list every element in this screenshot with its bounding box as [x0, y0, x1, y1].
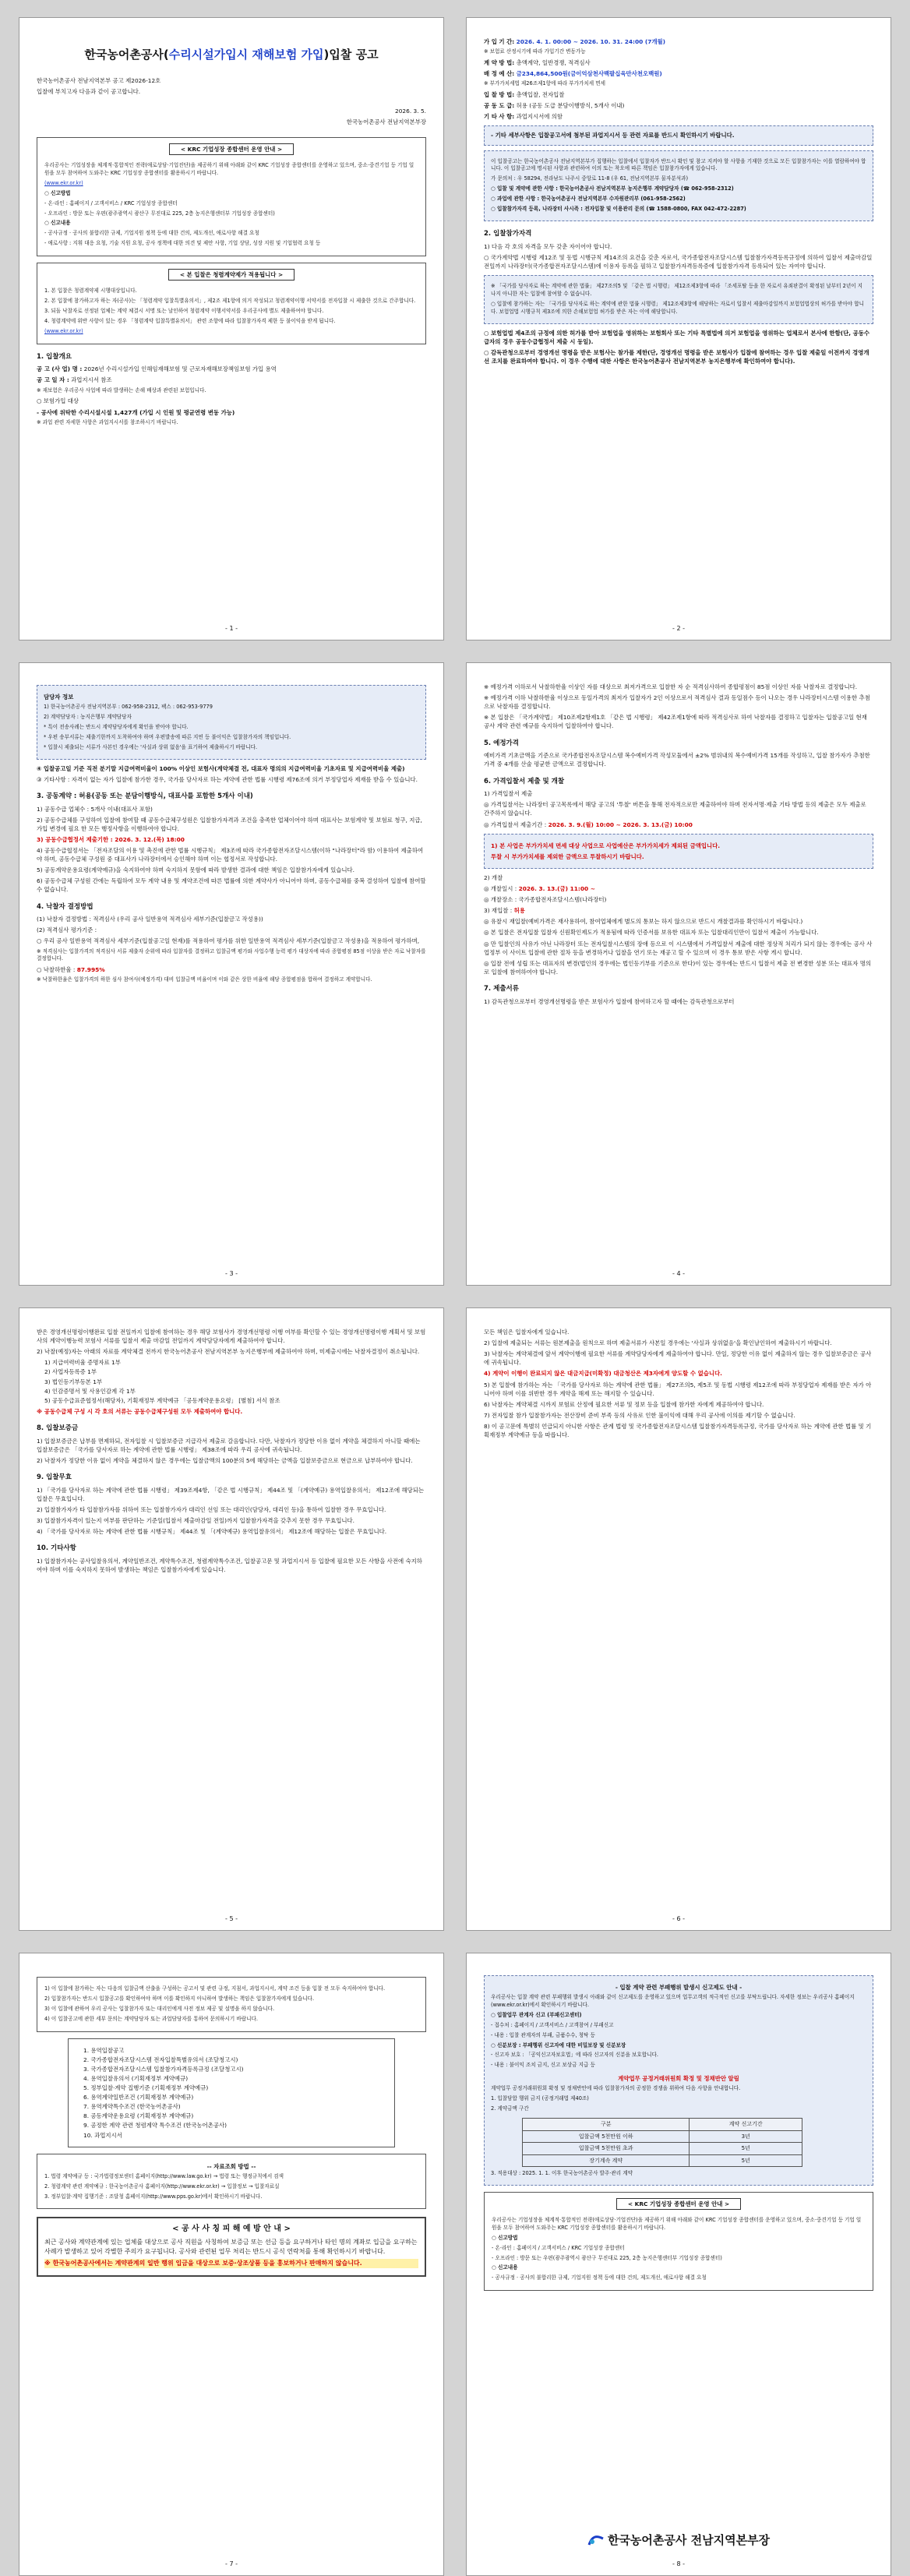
representative-change-note: ◎ 입찰 전에 성립 또는 대표자의 변경(법인의 경우에는 법인등기부를 기준으로 한다)이 있는 경우에는 반드시 입찰서 제출 전 변경한 성분 또는 대표자 명의로 입찰에 참여하여야 합니다. — [484, 959, 872, 976]
vat-notice — [484, 834, 873, 869]
section-9-heading: 9. 입찰무효 — [37, 1473, 72, 1482]
term-note: ※ 보험료 산정시기에 따라 가입기간 변동가능 — [484, 48, 586, 55]
clean-link[interactable]: (www.ekr.or.kr) — [44, 327, 83, 334]
other-3: 3) 낙찰자는 계약체결에 앞서 계약이행에 필요한 서류를 계약담당자에게 제출하여야 합니다. 만일, 정당한 이유 없이 제출하지 않는 경우 입찰보증금은 공사에 귀속됩니다. — [484, 1350, 872, 1367]
document-page-1 — [19, 17, 444, 640]
lower-limit-row: ○ 낙찰하한율 : 87.995% — [37, 966, 105, 974]
list-item: 5) 공동수급표준협정서(해당자), 기획재정부 계약예규 「공동계약운용요령」 [별첨] 서식 참조 — [44, 1396, 280, 1404]
document-page-7 — [19, 1953, 444, 2576]
krc-logo-icon — [587, 2534, 605, 2546]
contact-box — [484, 150, 873, 221]
table-row: 입찰금액 5천만원 초과 5년 — [523, 2143, 802, 2155]
table-header: 계약 신고기간 — [690, 2119, 802, 2131]
budget-row: 배 정 예 산: 금234,864,500원(금이억삼천사백팔십육만사천오백원) — [484, 70, 662, 78]
table-row: 입찰금액 5천만원 이하 3년 — [523, 2130, 802, 2143]
list-item: 5. 정부입찰·계약 집행기준 (기획재정부 계약예규) — [83, 2084, 209, 2091]
krc-online: - 온·라인 : 홈페이지 / 고객서비스 / KRC 기업성장 종합센터 — [492, 2244, 625, 2251]
krc-section-method: ○ 신고방법 — [44, 189, 71, 196]
corruption-report-box — [484, 1975, 873, 2186]
contact-info-1: 1) 한국농어촌공사 전남지역본부 : 062-958-2312, 팩스 : 062-953-9779 — [44, 704, 213, 711]
contact-info-5: * 입찰시 제출되는 서류가 사본인 경우에는 '사실과 상위 없음'을 표기하여 제출하시기 바랍니다. — [44, 743, 258, 750]
section-7-heading: 7. 제출서류 — [484, 985, 519, 993]
list-item: 4) 인감증명서 및 사용인감계 각 1부 — [44, 1387, 136, 1395]
joint-count: 1) 공동수급 업체수 : 5개사 이내(대표사 포함) — [37, 805, 153, 813]
attachment-list-box — [68, 2038, 395, 2147]
list-item: 7. 용역계약특수조건 (한국농어촌공사) — [83, 2103, 181, 2111]
contact-info-4: * 우편 송부서류는 제출기한까지 도착하여야 하며 우편발송에 따른 지연 등 불이익은 입찰참가자의 책임입니다. — [44, 733, 291, 740]
list-item: 9. 공정한 계약 관련 청렴계약 특수조건 (한국농어촌공사) — [83, 2122, 227, 2130]
qual-note-box — [484, 275, 873, 324]
bid-submit-text: ◎ 가격입찰서는 나라장터 공고목록에서 해당 공고의 '투찰' 버튼을 통해 전자적으로만 제출하여야 하며 전자서명·제출 기타 방법 등의 제출은 모두 제출로 간주하지 않습니다. — [484, 801, 866, 817]
impersonation-body: 최근 공사와 계약관계에 있는 업체를 대상으로 공사 직원을 사칭하여 보증금 또는 선금 등을 요구하거나 타인 명의 계좌로 입금을 요구하는 사례가 발생하고 있어 각별한 주의가 요구됩니다. 공사와 관련된 업무 처리는 반드시 공식 연락처를 통해 확인하시기 바랍니다. — [44, 2239, 418, 2256]
corruption-item-3: - 내용 : 입찰 관계자의 부패, 금품수수, 청탁 등 — [491, 2031, 595, 2038]
section-3-heading: 3. 공동계약 : 허용(공동 또는 분담이행방식, 대표사를 포함한 5개사 이내) — [37, 792, 253, 800]
award-note-1: ※ 예정가격 이하로서 낙찰하한율 이상인 자를 대상으로 최저가격으로 입찰한 자 순 적격심사하여 종합평점이 85점 이상인 자를 낙찰자로 결정합니다. — [484, 683, 858, 690]
list-item: 2) 사업자등록증 1부 — [44, 1368, 97, 1376]
list-item: 10. 과업지시서 — [83, 2131, 122, 2139]
caution-3: 3) 이 입찰에 관하여 우리 공사는 입찰참가자 또는 대리인에게 사전 정보 제공 및 설명을 하지 않습니다. — [44, 2005, 275, 2012]
document-page-4 — [466, 662, 891, 1286]
impersonation-title: < 공 사 사 칭 피 해 예 방 안 내 > — [172, 2225, 291, 2234]
intro-text: 입찰에 부치고자 다음과 같이 공고합니다. — [37, 87, 141, 95]
other-qualification: ③ 기타사항 : 자격이 없는 자가 입찰에 참가한 경우, 국가를 당사자로 하는 계약에 관한 법률 시행령 제76조에 의거 부정당업자 제재를 받을 수 있습니다. — [37, 775, 418, 783]
vat-notice-1: 1) 본 사업은 부가가치세 면세 대상 사업으로 사업예산은 부가가치세가 제외된 금액입니다. — [491, 842, 721, 849]
section-1-heading: 1. 입찰개요 — [37, 352, 72, 361]
document-page-2 — [466, 17, 891, 640]
qual-note-1: ※ 「국가를 당사자로 하는 계약에 관한 법률」 제27조의5 및 「같은 법 시행령」 제12조제3항에 따라 「조세포탈 등을 한 자로서 유죄판결이 확정된 날부터 2년이 지나지 아니한 자는 입찰에 참여할 수 없습니다. — [491, 282, 863, 297]
clean-contract-box — [37, 263, 426, 344]
krc-online: - 온·라인 : 홈페이지 / 고객서비스 / KRC 기업성장 종합센터 — [44, 199, 178, 206]
other-4: 4) 계약이 이행이 완료되지 않은 대금지급(미확정) 대금청산은 제3자에게 양도할 수 없습니다. — [484, 1370, 722, 1378]
document-page-5 — [19, 1307, 444, 1931]
table-row: 장기계속 계약 5년 — [523, 2154, 802, 2167]
other-8: 8) 이 공고문에 특별히 언급되지 아니한 사항은 관계 법령 및 국가종합전자조달시스템 입찰참가자격등록규정, 국가를 당사자로 하는 계약에 관한 법률 및 기획재정부 계약예규 등을 따릅니다. — [484, 1422, 872, 1439]
reference-3[interactable]: 3. 정부입찰·계약 집행기준 : 조달청 홈페이지(http://www.pps.go.kr)에서 확인하시기 바랍니다. — [44, 2193, 263, 2200]
list-item: 8. 공동계약운용요령 (기획재정부 계약예규) — [83, 2112, 194, 2120]
other-continued: 모든 책임은 입찰자에게 있습니다. — [484, 1329, 570, 1336]
corruption-item-2: - 접수처 : 홈페이지 / 고객서비스 / 고객참여 / 부패신고 — [491, 2021, 614, 2028]
announcement-number: 한국농어촌공사 전남지역본부 공고 제2026-12호 — [37, 76, 161, 84]
impersonation-notice — [37, 2217, 426, 2277]
bid-submit-heading: 1) 가격입찰서 제출 — [484, 790, 533, 798]
document-list — [44, 1358, 426, 1405]
insured-target: - 공사에 위탁한 수리시설시설 1,427개 (가입 시 인원 및 평균연령 변동 가능) — [37, 408, 235, 416]
joint-guideline: 5) 공동계약운용요령(계약예규)을 숙지하여야 하며 숙지하지 못함에 따라 발생한 결과에 대한 책임은 입찰참가자에게 있습니다. — [37, 866, 355, 874]
reference-2[interactable]: 2. 청렴계약 관련 계약예규 : 한국농어촌공사 홈페이지(http://www.ekr.or.kr) → 입찰정보 → 입찰자료실 — [44, 2183, 280, 2190]
contract-period-table — [522, 2118, 802, 2167]
other-7: 7) 전자입찰 참가 입찰참가자는 전산장비 준비 부족 등의 사유로 인한 불이익에 대해 우리 공사에 이의를 제기할 수 없습니다. — [484, 1411, 795, 1419]
section-2-heading: 2. 입찰참가자격 — [484, 229, 532, 238]
section-8-heading: 8. 입찰보증금 — [37, 1424, 79, 1432]
contact-intro: 이 입찰공고는 한국농어촌공사 전남지역본부가 집행하는 입찰에서 입찰자가 반드시 확인 및 참고 지켜야 할 사항을 기재한 것으로 모든 입찰참가자는 이를 열람하여야 합니다. 이 입찰공고에 명시된 사항과 관련하여 이의 또는 착오에 따른 책임은 입찰참가자에게 있습니다. — [491, 157, 866, 172]
award-note-3: ※ 본 입찰은 「국가계약법」 제10조제2항제1호 「같은 법 시행령」 제42조제1항에 따라 적격심사로 하여 낙찰자를 결정하고 입찰자는 입찰공고일 현재 공사 계약 관련 예규를 숙지하여 입찰하여야 합니다. — [484, 714, 867, 730]
details-notice: - 기타 세부사항은 입찰공고서에 첨부된 과업지시서 등 관련 자료를 반드시 확인하시기 바랍니다. — [484, 125, 873, 145]
bid-period-row: ◎ 가격입찰서 제출기간 : 2026. 3. 9.(월) 10:00 ~ 2026. 3. 13.(금) 10:00 — [484, 820, 693, 828]
bond-text-1: 1) 입찰보증금은 납부를 면제하되, 전자입찰 시 입찰보증금 지급각서 제출로 갈음합니다. 다만, 낙찰자가 정당한 이유 없이 계약을 체결하지 아니할 때에는 입찰보증금은 「국가를 당사자로 하는 계약에 관한 법률 시행령」 제38조에 따라 우리 공사에 귀속됩니다. — [37, 1437, 421, 1453]
other-2: 2) 입찰에 제출되는 서류는 원본제출을 원칙으로 하며 제출서류가 사본일 경우에는 '사실과 상위없음'을 확인날인하여 제출하시기 바랍니다. — [484, 1339, 832, 1347]
bid-method-row: 입 찰 방 법: 총액입찰, 전자입찰 — [484, 91, 565, 99]
overview-date: 공 고 일 자 : 과업지시서 참조 — [37, 376, 112, 384]
overview-note: ※ 재보험은 우리공사 사업에 따라 발생하는 손해 배상과 관련된 보험입니다. — [37, 386, 206, 393]
list-item: 1) 지급여력비율 증명자료 1부 — [44, 1359, 121, 1367]
documents-continued: 받은 경영개선명령이행완료 입찰 전일까지 입찰에 참여하는 경우 해당 보험사가 경영개선명령 이행 여부를 확인할 수 있는 경영개선명령이행 계획서 및 보험사의 계약이행능력 보험사 서류를 입찰서 제출 마감일 전일까지 계약담당자에게 제출하여야 합니다. — [37, 1329, 426, 1345]
corruption-title: - 입찰 계약 관련 부패행위 발생시 신고제도 안내 - — [615, 1984, 742, 1991]
joint-restriction: 6) 공동수급체 구성원 간에는 독립하여 모두 계약 내용 및 계약조건에 따른 법률에 의한 계약사가 아니어야 하며, 공동수급체를 중복 결성하여 입찰에 참여할 수 없습니다. — [37, 877, 426, 894]
table-header: 구분 — [523, 2119, 690, 2131]
joint-deadline: 3) 공동수급협정서 제출기한 : 2026. 3. 12.(목) 18:00 — [37, 835, 185, 843]
page-number: - 5 - — [225, 1915, 238, 1922]
issuer: 한국농어촌공사 전남지역본부장 — [346, 118, 426, 125]
caution-4: 4) 이 입찰공고에 관한 세부 문의는 계약담당자 또는 과업담당자를 통하여 문의하시기 바랍니다. — [44, 2015, 258, 2022]
krc-section-content: ○ 신고내용 — [492, 2264, 518, 2271]
list-item: 6. 용역계약일반조건 (기획재정부 계약예규) — [83, 2094, 194, 2101]
page-number: - 1 - — [225, 625, 238, 632]
overview-name: 공 고 (사 업) 명 : 2026년 수리시설가입 인해임재해보험 및 근로자재해보장책임보험 가입 용역 — [37, 365, 277, 373]
qual-note-2: ○ 입찰에 참가하는 자는 「국가를 당사자로 하는 계약에 관한 법률 시행령」 제12조제3항에 해당하는 자로서 입찰서 제출마감일까지 보험업법상의 허가를 받아야 합니다. 보험업법 시행규칙 제3조에 의한 손해보험업 허가를 받은 자는 이에 해당합니다. — [491, 300, 864, 315]
system-failure-note: ◎ 만 입찰인의 사유가 아닌 나라장터 또는 전자입찰시스템의 장애 등으로 이 시스템에서 가격입찰서 제출에 대한 정상적 처리가 되지 않는 경우에는 공사 사업정부 이 사이트 입찰에 관한 절차 등을 변경하거나 입찰을 연기 또는 재공고 할 수 있으며 이 경우 통보 받은 사항 게시 합니다. — [484, 940, 873, 956]
fair-trade-intro: 계약업무 공정거래위원회 확정 및 정채반안에 따라 입찰참가자의 공정한 경쟁을 위하여 다음 사항을 안내합니다. — [491, 2085, 741, 2092]
term-row: 가 입 기 간: 2026. 4. 1. 00:00 ~ 2026. 10. 31. 24:00 (7개월) — [484, 38, 666, 45]
qual-intro: 1) 다음 각 호의 자격을 모두 갖춘 자이어야 합니다. — [484, 242, 612, 250]
page-number: - 4 - — [672, 1270, 685, 1277]
krc-body: 우리공사는 기업성장을 체계적·통합적인 전략(애로상담·기업진단)을 제공하기 위해 아래와 같이 KRC 기업성장 종합센터를 운영하고 있으며, 중소·중견기업 등 기업 일원을 모두 참여하여 도와주는 KRC 기업성장 종합센터를 활용하시기 바랍니다. — [492, 2217, 862, 2231]
krc-offline: - 오프라인 : 방문 또는 우편(광주광역시 광산구 무진대로 225, 2층 농지은행센터부 기업성장 종합센터) — [492, 2254, 722, 2261]
invalid-1: 1) 「국가를 당사자로 하는 계약에 관한 법률 시행령」 제39조제4항, 「같은 법 시행규칙」 제44조 및 「(계약예규) 용역입찰유의서」 제12조에 해당되는 입찰은 무효입니다. — [37, 1486, 425, 1502]
insured-target-heading: ○ 보험가입 대상 — [37, 397, 79, 405]
contact-info-heading: 담당자 정보 — [44, 693, 74, 700]
eval-criteria-heading: (2) 적격심사 평가기준 : — [37, 926, 97, 934]
logo-text: 한국농어촌공사 전남지역본부장 — [607, 2532, 771, 2547]
page-number: - 6 - — [672, 1915, 685, 1922]
lower-limit-note: ※ 낙찰하한율은 입찰가격의 하한 심사 참여사(예정가격) 대비 입찰금액 비율이며 이와 같은 상한 비율에 해당 종합평점을 합하여 결정하고 계약합니다. — [37, 976, 372, 983]
vat-notice-2: 투찰 시 부가가치세를 제외한 금액으로 투찰하시기 바랍니다. — [491, 852, 644, 860]
page-number: - 3 - — [225, 1270, 238, 1277]
fair-trade-3: 3. 적용대상 : 2025. 1. 1. 이후 한국농어촌공사 발주·관리 계약 — [491, 2170, 633, 2177]
clean-item-1: 1. 본 입찰은 청렴계약제 시행대상입니다. — [44, 288, 137, 295]
page-number: - 7 - — [225, 2560, 238, 2567]
caution-box — [37, 1977, 426, 2032]
krc-center-box — [37, 137, 426, 256]
fair-trade-1: 1. 입찰담합 행위 금지 (공정거래법 제40조) — [491, 2095, 589, 2102]
page-number: - 8 - — [672, 2560, 685, 2567]
fair-trade-2: 2. 계약금액 구간 — [491, 2105, 529, 2112]
krc-offline: - 오프라인 : 방문 또는 우편(광주광역시 광산구 무진대로 225, 2층 농지은행센터부 기업성장 종합센터) — [44, 210, 275, 217]
documents-text: 1) 감독관청으로부터 경영개선명령을 받은 보험사가 입찰에 참여하고자 할 때에는 감독관청으로부터 — [484, 997, 735, 1005]
opening-date-row: ◎ 개찰일시 : 2026. 3. 13.(금) 11:00 ~ — [484, 885, 595, 893]
krc-content-a: - 공사규정 · 공사의 불합리한 규제, 기업지원 정책 등에 대한 건의, 제도개선, 애로사항 해결 요청 — [44, 230, 259, 237]
identity-note: ◎ 본 입찰은 전자입찰 입찰자 신원확인제도가 적용됨에 따라 인증서를 보유한 대표자 또는 입찰대리인만이 입찰서 제출이 가능합니다. — [484, 929, 819, 937]
organization-logo — [467, 2532, 891, 2550]
page-number: - 2 - — [672, 625, 685, 632]
section-6-heading: 6. 가격입찰서 제출 및 개찰 — [484, 777, 565, 785]
budget-note: ※ 부가가치세법 제26조제1항에 따라 부가가치세 면세 — [484, 80, 605, 87]
invalid-2: 2) 입찰참가자가 타 입찰참가자를 위하여 또는 입찰참가자가 대리인 선임 또는 대리인(담당자, 대리인 등)을 통하여 입찰한 경우 무효입니다. — [37, 1506, 386, 1514]
list-item: 1. 용역입찰공고 — [83, 2046, 125, 2054]
krc-center-box-2 — [484, 2192, 873, 2291]
list-item: 3. 국가종합전자조달시스템 입찰참가자격등록규정 (조달청고시) — [83, 2065, 244, 2073]
qual-item-2: ○ 보험업법 제4조의 규정에 의한 허가를 받아 보험업을 영위하는 보험회사 또는 기타 특별법에 의거 보험업을 영위하는 업체로서 본사에 한함(단, 공동수급자의 경우 공동수급협정서 제출 시 동일). — [484, 329, 870, 345]
clean-item-3: 3. 되돌 낙찰자로 선정된 업체는 계약 체결시 서명 또는 날인하여 청렴계약 이행서약서를 우리공사에 별도 제출하여야 합니다. — [44, 307, 324, 314]
caution-2: 2) 입찰참가자는 반드시 입찰공고를 확인하여야 하며 이를 확인하지 아니하여 발생하는 책임은 입찰참가자에게 있습니다. — [44, 1995, 315, 2002]
joint-contract-row: 공 동 도 급: 허용 (공동 도급 분담이행방식, 5개사 이내) — [484, 102, 625, 110]
solvency-requirement: ④ 입찰공고일 기준 직전 분기말 지급여력비율이 100% 이상인 보험사(계약체결 전, 대표자 명의의 지급여력비율 기초자료 및 지급여력비율 제출) — [37, 764, 405, 772]
krc-box-title: < KRC 기업성장 종합센터 운영 안내 > — [169, 143, 294, 155]
krc-link[interactable]: (www.ekr.or.kr) — [44, 179, 83, 186]
reference-box — [37, 2154, 426, 2210]
qual-item-1: ○ 국가계약법 시행령 제12조 및 동법 시행규칙 제14조의 요건을 갖춘 자로서, 국가종합전자조달시스템 입찰참가자격등록규정에 의하여 입찰서 제출마감일 전일까지 나라장터(국가종합전자조달시스템)에 이용자 등록을 필하고 입찰참가자격등록증에 입찰참가자격 등록되어 있는 자여야 합니다. — [484, 253, 873, 270]
joint-document-note: ※ 공동수급체 구성 시 각 호의 서류는 공동수급체구성원 모두 제출하여야 합니다. — [37, 1407, 243, 1415]
fair-trade-title: 계약업무 공정거래위원회 확정 및 정채반안 알림 — [618, 2075, 739, 2083]
rebid-note: ◎ 유찰시 재입찰(예비가격은 재사용하여, 참여업체에게 별도의 통보는 하지 않으므로 반드시 개찰결과를 확인하시기 바랍니다.) — [484, 918, 803, 926]
section-10-heading: 10. 기타사항 — [37, 1544, 76, 1553]
corruption-item-6: - 내용 : 불이익 조치 금지, 신고 보상금 지급 등 — [491, 2062, 595, 2069]
award-method: (1) 낙찰자 결정방법 : 적격심사 (우리 공사 일반용역 적격심사 세부기준(입찰금고 작성용)) — [37, 916, 263, 923]
contact-address: 가 문의처 : 우 58294, 전라남도 나주시 중앙로 11-8 (우 61, 전남지역본부 물자분석과) — [491, 175, 689, 182]
list-item: 2. 국가종합전자조달시스템 전자입찰특별유의서 (조달청고시) — [83, 2056, 238, 2063]
krc-content-a: - 공사규정 · 공사의 불합리한 규제, 기업지원 정책 등에 대한 건의, 제도개선, 애로사항 해결 요청 — [492, 2274, 707, 2281]
other-1: 1) 입찰참가자는 공사입찰유의서, 계약일반조건, 계약특수조건, 청렴계약특수조건, 입찰공고문 및 과업지시서 등 입찰에 필요한 모든 사항을 사전에 숙지하여야 하며 이를 숙지하지 못하여 발생하는 책임은 입찰참가자에게 있습니다. — [37, 1558, 422, 1574]
winner-documents: 2) 낙찰(예정)자는 아래의 자료를 계약체결 전까지 한국농어촌공사 전남지역본부 농지은행부에 제출하여야 하며, 미제출시에는 낙찰자결정이 취소됩니다. — [37, 1348, 420, 1356]
krc-body: 우리공사는 기업성장을 체계적·통합적인 전략(애로상담·기업진단)을 제공하기 위해 아래와 같이 KRC 기업성장 종합센터를 운영하고 있으며, 중소·중견기업 등 기업 일원을 모두 참여하여 도와주는 KRC 기업성장 종합센터를 활용하시기 바랍니다. — [44, 162, 414, 176]
clean-item-4: 4. 청렴계약에 위반 사항이 있는 경우 「청렴계약 입찰특별유의서」 관련 조항에 따라 입찰참가자격 제한 등 불이익을 받게 됩니다. — [44, 317, 336, 324]
krc-content-b: - 애로사항 : 지휘 대응 요청, 기술 지원 요청, 공사 정책에 대한 의견 및 제안 사항, 기업 상담, 성장 지원 및 기업협력 요청 등 — [44, 240, 321, 247]
invalid-4: 4) 「국가를 당사자로 하는 계약에 관한 법률 시행규칙」 제44조 및 「(계약예규) 용역입찰유의서」 제12조에 해당하는 입찰은 무효입니다. — [37, 1528, 387, 1536]
krc-section-method: ○ 신고방법 — [492, 2234, 518, 2241]
qual-item-3: ○ 감독관청으로부터 경영개선 명령을 받은 보험사는 참가를 제한(단, 경영개선 명령을 받은 보험사가 입찰에 참여하는 경우 입찰 제출일 이전까지 경영개선 조치를 완료하여야 합니다. 이 경우 수행에 대한 사항은 한국농어촌공사 전남지역본부 농지은행부에 확인하여야 합니다). — [484, 348, 869, 365]
attachment-list — [83, 2046, 387, 2140]
contact-naramarket: ○ 입찰참가자격 등록, 나라장터 사시즉 : 전자입찰 및 이용관리 문의 (☎ 1588-0800, FAX 042-472-2287) — [491, 206, 746, 212]
invalid-3: 3) 입찰참가자격이 있는지 여부를 판단하는 기준일(입찰서 제출마감일 전일)까지 입찰참가자격을 갖추지 못한 경우 무효입니다. — [37, 1517, 355, 1525]
other-6: 6) 낙찰자는 계약체결 시까지 보험료 산정에 필요한 서류 및 정보 등을 입찰에 참가한 자에게 제공하여야 합니다. — [484, 1400, 764, 1408]
document-page-6 — [466, 1307, 891, 1931]
rebid-row: 3) 재입찰 : 허용 — [484, 907, 525, 915]
contact-info-2: 2) 계약담당자 : 농지은행부 계약담당자 — [44, 714, 132, 720]
opening-place: ◎ 개찰장소 : 국가종합전자조달시스템(나라장터) — [484, 896, 607, 904]
contact-info-box — [37, 685, 426, 760]
other-5: 5) 본 입찰에 참가하는 자는 「국가를 당사자로 하는 계약에 관한 법률」 제27조의5, 제5조 및 동법 시행령 제12조에 따라 부정당업자 제재를 받은 자가 아니어야 하며 이를 위반한 경우 계약을 해제 또는 해지할 수 있습니다. — [484, 1381, 872, 1397]
corruption-intro: 우리공사는 입찰 계약 관련 부패행위 발생시 아래와 같이 신고제도를 운영하고 있으며 업무고객의 적극적인 신고를 부탁드립니다. 자세한 정보는 우리공사 홈페이지(www.ekr.or.kr)에서 확인하시기 바랍니다. — [491, 1994, 855, 2008]
section-4-heading: 4. 낙찰자 결정방법 — [37, 902, 93, 911]
reference-title: -- 자료조회 방법 -- — [206, 2162, 256, 2170]
document-page-3 — [19, 662, 444, 1286]
joint-submit: 4) 공동수급협정서는 「전자조달의 이용 및 촉진에 관한 법률 시행규칙」 제3조에 따라 국가종합전자조달시스템(이하 "나라장터"라 함) 이용하여 제출하여야 하며, 공동수급체 구성원 중 대표사가 나라장터에서 승인해야 하며 이는 협정서로 작성합니다. — [37, 846, 424, 863]
announcement-title: 한국농어촌공사(수리시설가입시 재해보험 가입)입찰 공고 — [84, 48, 379, 62]
reference-1[interactable]: 1. 법령 계약예규 등 : 국가법령정보센터 홈페이지(http://www.law.go.kr) → 법령 또는 행정규칙에서 검색 — [44, 2172, 284, 2179]
bond-text-2: 2) 낙찰자가 정당한 이유 없이 계약을 체결하지 않은 경우에는 입찰금액의 100분의 5에 해당하는 금액을 입찰보증금으로 현금으로 납부하여야 합니다. — [37, 1456, 413, 1464]
krc-box-title: < KRC 기업성장 종합센터 운영 안내 > — [616, 2198, 741, 2210]
announcement-date: 2026. 3. 5. — [395, 107, 426, 115]
document-page-8 — [466, 1953, 891, 2576]
caution-1: 1) 이 입찰에 참가하는 자는 다음의 입찰금액 산출을 구성하는 공고서 및 관련 규정, 지침서, 과업지시서, 계약 조건 등을 입찰 전 모두 숙지하여야 합니다. — [44, 1985, 386, 1992]
corruption-item-1: ○ 입찰업무 관계자 신고 (부패신고센터) — [491, 2011, 582, 2018]
contact-task: ○ 과업에 관한 사항 : 한국농어촌공사 전남지역본부 수자원관리부 (061-958-2562) — [491, 196, 686, 203]
krc-section-content: ○ 신고내용 — [44, 220, 71, 227]
contract-method-row: 계 약 방 법: 총액계약, 일반경쟁, 적격심사 — [484, 59, 591, 66]
estimated-price-text: 예비가격 기초금액을 기준으로 국가종합전자조달시스템 복수예비가격 작성모듈에서 ±2% 범위내의 복수예비가격 15개를 작성하고, 입찰 참가자가 추첨한 가격 중 4개를 산술 평균한 금액으로 결정합니다. — [484, 752, 870, 768]
eval-criteria: ○ 우리 공사 일반용역 적격심사 세부기준(입찰공고일 현재)를 적용하여 평가를 위한 일반용역 적격심사 세부기준(입찰금고 작성용)을 적용하여 평가하며, — [37, 937, 420, 945]
contact-contract: ○ 입찰 및 계약에 관한 사항 : 한국농어촌공사 전남지역본부 농지은행부 계약담당자 (☎ 062-958-2312) — [491, 185, 734, 192]
eval-note: ※ 적격심사는 입찰가격의 적격심사 서류 제출자 순위에 따라 입찰자를 결정하고 입찰금액 평가와 사업수행 능력 평가 대상자에 따라 종합평점 85점 이상을 받은 자로 낙찰자를 결정합니다. — [37, 947, 426, 962]
corruption-item-4: ○ 신분보장 : 부패행위 신고자에 대한 비밀보장 및 신분보장 — [491, 2041, 626, 2048]
clean-item-2: 2. 본 입찰에 참가하고자 하는 자(공사)는 「청렴계약 입찰특별유의서」, 제2조 제1항에 의거 작성되고 청렴계약이행 서약서를 전자입찰 시 제출한 것으로 간주합니다. — [44, 298, 416, 305]
contact-info-3: * 특이 전송사례는 반드시 계약담당자에게 확인을 받아야 합니다. — [44, 723, 189, 730]
other-row: 기 타 사 항: 과업지시서에 의함 — [484, 113, 563, 121]
corruption-item-5: - 신고자 보호 : 「공익신고자보호법」에 따라 신고자의 신분을 보호합니다. — [491, 2052, 658, 2059]
insured-target-note: ※ 과업 관련 자세한 사항은 과업지시서를 참조하시기 바랍니다. — [37, 418, 178, 425]
opening-heading: 2) 개찰 — [484, 873, 503, 881]
section-5-heading: 5. 예정가격 — [484, 739, 519, 747]
list-item: 4. 용역입찰유의서 (기획재정부 계약예규) — [83, 2074, 189, 2082]
list-item: 3) 법인등기부등본 1부 — [44, 1378, 103, 1385]
clean-box-title: < 본 입찰은 청렴계약제가 적용됩니다 > — [168, 269, 295, 281]
joint-rule: 2) 공동수급체를 구성하여 입찰에 참여할 때 공동수급체구성원은 입찰참가자격과 조건을 충족한 업체이어야 하며 대표사는 보험계약 및 보험료 청구, 지급, 가입 변경에 필요 한 모든 행정사항을 이행하여야 합니다. — [37, 816, 422, 832]
impersonation-warning: ※ 한국농어촌공사에서는 계약관계의 일반 행위 입금을 대상으로 보증·상조상품 등을 홍보하거나 판매하지 않습니다. — [44, 2259, 418, 2268]
award-note-2: ※ 예정가격 이하 낙찰하한율 이상으로 동일가격의 최저가 입찰자가 2인 이상으로서 적격심사 결과 동일점수 등이 나오는 경우 나라장터시스템 이용한 추첨으로 낙찰자를 결정합니다. — [484, 694, 870, 711]
